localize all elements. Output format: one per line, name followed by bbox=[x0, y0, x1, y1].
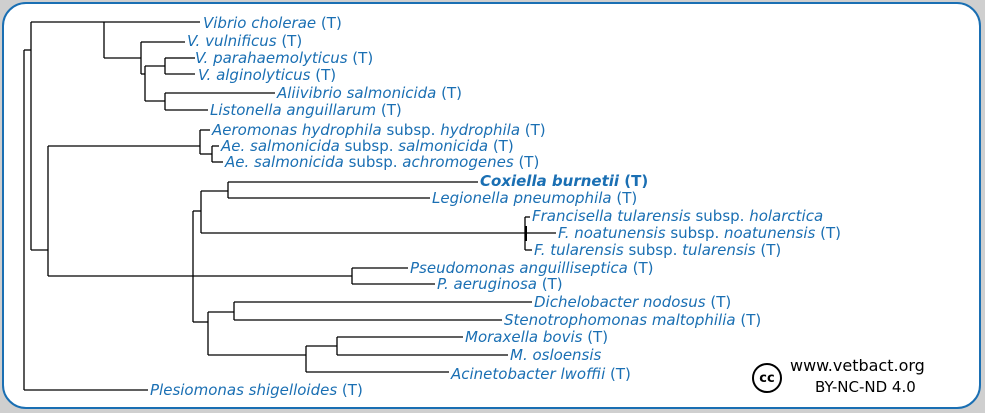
taxon-vibrio-cholerae[interactable] bbox=[203, 15, 342, 32]
taxon-text-part: Moraxella bovis bbox=[465, 328, 583, 346]
taxon-text-part: Aliivibrio salmonicida bbox=[277, 84, 437, 102]
taxon-text-part: Acinetobacter lwoffii bbox=[451, 365, 606, 383]
taxon-text-part: V. alginolyticus bbox=[198, 66, 311, 84]
taxon-p-aeruginosa[interactable] bbox=[437, 276, 563, 293]
taxon-text-part: (T) bbox=[627, 259, 654, 277]
taxon-v-vulnificus[interactable] bbox=[187, 33, 302, 50]
taxon-text-part: V. parahaemolyticus bbox=[195, 49, 348, 67]
taxon-text-part: Legionella pneumophila bbox=[432, 189, 612, 207]
taxon-listonella-anguillarum[interactable] bbox=[210, 102, 402, 119]
taxon-text-part: Aeromonas hydrophila bbox=[212, 121, 382, 139]
taxon-acinetobacter-lwoffii[interactable] bbox=[451, 366, 631, 383]
taxon-text-part: subsp. bbox=[665, 224, 725, 242]
taxon-text-part: subsp. bbox=[690, 207, 750, 225]
taxon-text-part: (T) bbox=[376, 101, 402, 119]
taxon-text-part: (T) bbox=[755, 241, 782, 259]
taxon-aliivibrio-salmonicida[interactable] bbox=[277, 85, 462, 102]
taxon-text-part: (T) bbox=[619, 172, 649, 190]
taxon-v-parahaemolyticus[interactable] bbox=[195, 50, 373, 67]
taxon-text-part: (T) bbox=[337, 381, 363, 399]
taxon-text-part: (T) bbox=[705, 293, 732, 311]
taxon-text-part: hydrophila bbox=[440, 121, 521, 139]
taxon-text-part: Coxiella burnetii bbox=[480, 172, 620, 190]
taxon-text-part: (T) bbox=[436, 84, 463, 102]
taxon-text-part: M. osloensis bbox=[510, 346, 602, 364]
taxon-text-part: achromogenes bbox=[402, 153, 514, 171]
taxon-m-osloensis[interactable] bbox=[510, 347, 601, 364]
taxon-text-part: Dichelobacter nodosus bbox=[534, 293, 706, 311]
cc-license-icon[interactable]: cc bbox=[752, 363, 782, 393]
taxon-text-part: (T) bbox=[735, 311, 762, 329]
taxon-text-part: Ae. salmonicida bbox=[221, 137, 340, 155]
website-link[interactable]: www.vetbact.org bbox=[790, 356, 925, 375]
taxon-text-part: Listonella anguillarum bbox=[210, 101, 377, 119]
taxon-text-part: subsp. bbox=[381, 121, 441, 139]
taxon-text-part: (T) bbox=[611, 189, 638, 207]
taxon-f-noatunensis[interactable] bbox=[558, 225, 841, 242]
taxon-text-part: (T) bbox=[520, 121, 546, 139]
taxon-text-part: (T) bbox=[347, 49, 374, 67]
taxon-text-part: V. vulnificus bbox=[187, 32, 277, 50]
taxon-text-part: salmonicida bbox=[398, 137, 489, 155]
taxon-text-part: Pseudomonas anguilliseptica bbox=[410, 259, 628, 277]
taxon-ae-salmonicida-achromogenes[interactable] bbox=[225, 154, 539, 171]
taxon-legionella-pneumophila[interactable] bbox=[432, 190, 637, 207]
license-text: BY-NC-ND 4.0 bbox=[815, 378, 916, 396]
taxon-text-part: subsp. bbox=[343, 153, 403, 171]
taxon-plesiomonas-shigelloides[interactable] bbox=[150, 382, 363, 399]
taxon-francisella-holarctica[interactable] bbox=[532, 208, 823, 225]
taxon-coxiella-burnetii[interactable] bbox=[480, 173, 648, 190]
taxon-text-part: (T) bbox=[310, 66, 337, 84]
taxon-text-part: (T) bbox=[537, 275, 563, 293]
taxon-text-part: (T) bbox=[276, 32, 303, 50]
taxon-text-part: (T) bbox=[316, 14, 342, 32]
taxon-text-part: (T) bbox=[605, 365, 631, 383]
taxon-text-part: subsp. bbox=[339, 137, 399, 155]
taxon-text-part: Ae. salmonicida bbox=[225, 153, 344, 171]
taxon-text-part: P. aeruginosa bbox=[437, 275, 537, 293]
taxon-text-part: Stenotrophomonas maltophilia bbox=[504, 311, 736, 329]
taxon-text-part: (T) bbox=[815, 224, 841, 242]
taxon-stenotrophomonas-maltophilia[interactable] bbox=[504, 312, 761, 329]
taxon-text-part: subsp. bbox=[623, 241, 683, 259]
taxon-text-part: F. tularensis bbox=[534, 241, 624, 259]
taxon-text-part: holarctica bbox=[749, 207, 824, 225]
taxon-text-part: (T) bbox=[488, 137, 514, 155]
taxon-text-part: noatunensis bbox=[724, 224, 816, 242]
taxon-text-part: F. noatunensis bbox=[558, 224, 666, 242]
taxon-v-alginolyticus[interactable] bbox=[198, 67, 336, 84]
taxon-moraxella-bovis[interactable] bbox=[465, 329, 608, 346]
taxon-text-part: tularensis bbox=[682, 241, 756, 259]
taxon-text-part: (T) bbox=[582, 328, 609, 346]
taxon-text-part: Vibrio cholerae bbox=[203, 14, 317, 32]
taxon-dichelobacter-nodosus[interactable] bbox=[534, 294, 731, 311]
taxon-text-part: Plesiomonas shigelloides bbox=[150, 381, 338, 399]
taxon-f-tularensis-tularensis[interactable] bbox=[534, 242, 781, 259]
taxon-text-part: (T) bbox=[513, 153, 540, 171]
taxon-text-part: Francisella tularensis bbox=[532, 207, 691, 225]
